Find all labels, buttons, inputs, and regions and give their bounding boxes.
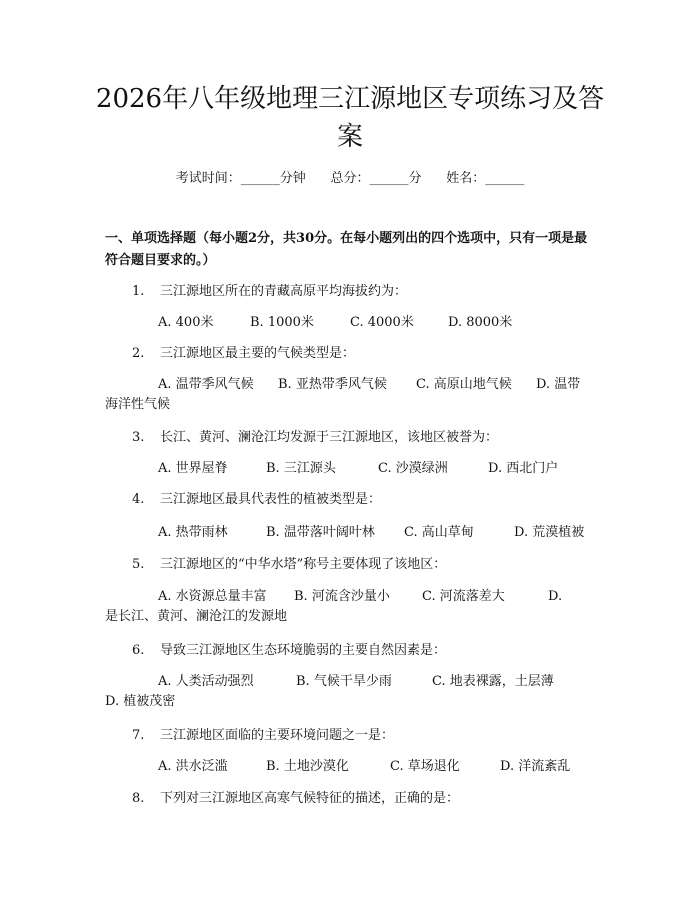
question-text: 三江源地区的“中华水塔”称号主要体现了该地区： <box>160 557 447 572</box>
option-b: B. 三江源头 <box>266 461 336 476</box>
option-b: B. 1000米 <box>250 315 314 330</box>
question-number: 1. <box>132 284 145 299</box>
option-d: D. 植被茂密 <box>105 694 176 709</box>
question-text: 导致三江源地区生态环境脆弱的主要自然因素是： <box>160 643 447 658</box>
option-d: D. 8000米 <box>448 315 513 330</box>
option-b: B. 土地沙漠化 <box>266 759 349 774</box>
option-b: B. 温带落叶阔叶林 <box>266 525 375 540</box>
option-c: C. 沙漠绿洲 <box>378 461 448 476</box>
option-c: C. 草场退化 <box>390 759 460 774</box>
question-text: 三江源地区面临的主要环境问题之一是： <box>160 728 395 743</box>
option-d: D. 洋流紊乱 <box>500 759 571 774</box>
exam-info: 考试时间：______分钟 总分：______分 姓名：______ <box>175 171 525 186</box>
option-b: B. 亚热带季风气候 <box>278 377 387 392</box>
option-a: A. 热带雨林 <box>158 525 228 540</box>
option-d-continuation: 是长江、黄河、澜沧江的发源地 <box>105 609 288 624</box>
question-text: 下列对三江源地区高寒气候特征的描述，正确的是： <box>160 791 460 806</box>
options-1 <box>105 313 595 333</box>
option-d-continuation: 海洋性气候 <box>105 397 171 412</box>
question-number: 5. <box>132 557 145 572</box>
options-4 <box>105 523 595 543</box>
option-a: A. 温带季风气候 <box>158 377 254 392</box>
options-2 <box>105 375 595 415</box>
option-b: B. 河流含沙量小 <box>294 589 390 604</box>
option-d: D. 荒漠植被 <box>514 525 585 540</box>
option-a: A. 400米 <box>158 315 214 330</box>
question-number: 3. <box>132 430 145 445</box>
question-number: 2. <box>132 346 145 361</box>
question-number: 4. <box>132 492 145 507</box>
document-title: 2026年八年级地理三江源地区专项练习及答案 <box>95 84 605 152</box>
option-c: C. 4000米 <box>350 315 414 330</box>
option-a: A. 洪水泛滥 <box>158 759 228 774</box>
question-text: 三江源地区所在的青藏高原平均海拔约为： <box>160 284 408 299</box>
options-6 <box>105 672 595 712</box>
question-text: 三江源地区最主要的气候类型是： <box>160 346 356 361</box>
option-c: C. 高原山地气候 <box>416 377 512 392</box>
option-a: A. 水资源总量丰富 <box>158 589 267 604</box>
options-5 <box>105 587 595 627</box>
question-text: 长江、黄河、澜沧江均发源于三江源地区，该地区被誉为： <box>160 430 499 445</box>
option-c: C. 高山草甸 <box>404 525 474 540</box>
question-number: 8. <box>132 791 145 806</box>
question-number: 6. <box>132 643 145 658</box>
option-c: C. 河流落差大 <box>422 589 505 604</box>
option-c: C. 地表裸露，土层薄 <box>432 674 554 689</box>
option-d: D. 温带 <box>536 377 581 392</box>
option-d: D. <box>548 589 563 604</box>
section-heading: 一、单项选择题（每小题2分，共30分。在每小题列出的四个选项中，只有一项是最符合题目要求的。） <box>105 231 588 268</box>
option-d: D. 西北门户 <box>488 461 559 476</box>
option-a: A. 世界屋脊 <box>158 461 228 476</box>
option-a: A. 人类活动强烈 <box>158 674 254 689</box>
options-7 <box>105 757 595 777</box>
options-3 <box>105 459 595 479</box>
question-text: 三江源地区最具代表性的植被类型是： <box>160 492 382 507</box>
option-b: B. 气候干旱少雨 <box>296 674 392 689</box>
question-number: 7. <box>132 728 145 743</box>
